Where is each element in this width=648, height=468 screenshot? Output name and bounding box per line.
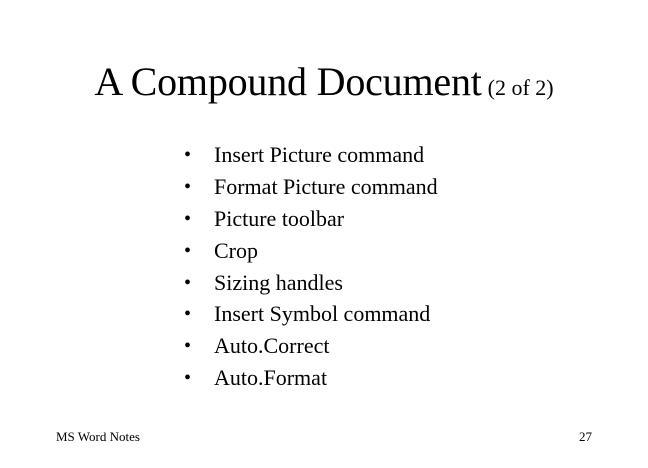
bullet-list (184, 139, 438, 394)
bullet-item-sizing-handles (184, 267, 438, 299)
bullet-text: Format Picture command (214, 173, 438, 199)
bullet-icon: • (184, 271, 192, 294)
bullet-text: Crop (214, 237, 258, 263)
bullet-icon: • (184, 239, 192, 262)
slide-title-text: A Compound Document (94, 59, 482, 104)
slide-title-part-indicator: (2 of 2) (487, 75, 554, 100)
bullet-icon: • (184, 303, 192, 326)
bullet-icon: • (184, 367, 192, 390)
bullet-item-insert-picture-command (184, 139, 438, 171)
page-number: 27 (579, 429, 592, 444)
bullet-item-insert-symbol-command (184, 298, 438, 330)
slide-title (0, 59, 648, 104)
bullet-icon: • (184, 175, 192, 198)
bullet-icon: • (184, 143, 192, 166)
bullet-text: Auto.Correct (214, 333, 330, 359)
bullet-text: Insert Picture command (214, 141, 425, 167)
bullet-icon: • (184, 207, 192, 230)
bullet-text: Picture toolbar (214, 205, 345, 231)
bullet-item-format-picture-command (184, 171, 438, 203)
bullet-item-crop (184, 235, 438, 267)
footer-source-text: MS Word Notes (56, 429, 140, 444)
bullet-item-picture-toolbar (184, 203, 438, 235)
bullet-item-autoformat (184, 362, 438, 394)
bullet-text: Sizing handles (214, 269, 343, 295)
bullet-icon: • (184, 335, 192, 358)
bullet-text: Insert Symbol command (214, 301, 431, 327)
bullet-item-autocorrect (184, 330, 438, 362)
bullet-text: Auto.Format (214, 365, 328, 391)
